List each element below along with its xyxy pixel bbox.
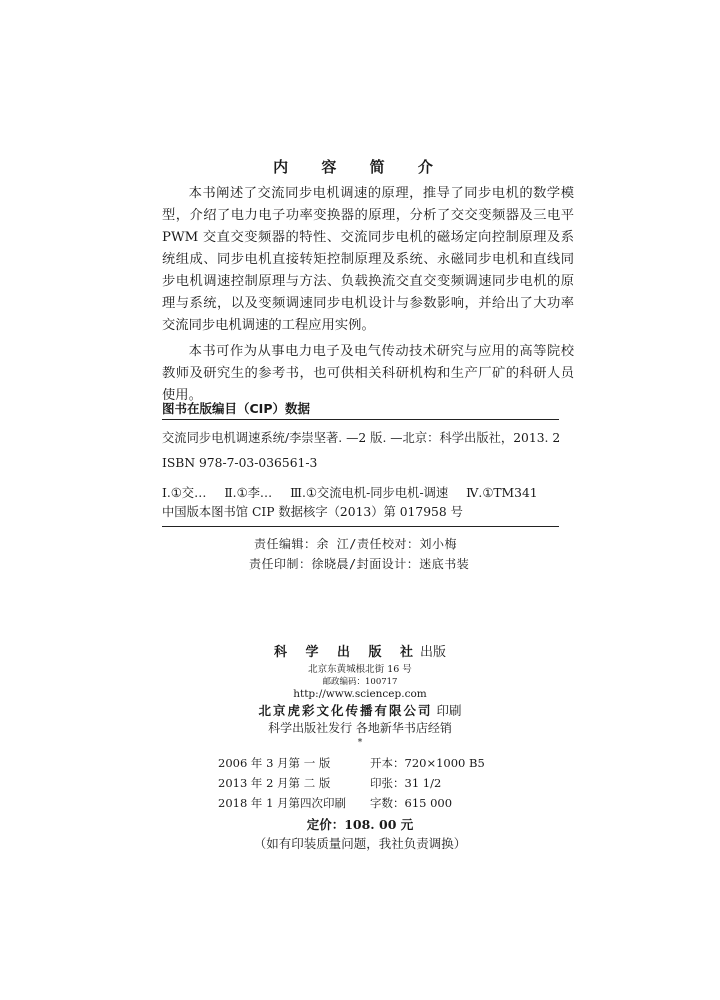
cip-bottom-rule <box>162 526 559 527</box>
printer-name-suffix: 印刷 <box>436 703 462 718</box>
cip-class-1: Ⅰ.①交… <box>162 486 207 500</box>
printer-name-text: 北京虎彩文化传播有限公司 <box>258 703 433 718</box>
cip-classification <box>162 483 552 501</box>
edition-row-1 <box>218 755 485 771</box>
cip-class-2: Ⅱ.①李… <box>224 486 273 500</box>
printer-name <box>0 701 720 719</box>
publisher-name-text: 科 学 出 版 社 <box>273 645 421 660</box>
edition-info-1: 开本：720×1000 B5 <box>370 756 485 770</box>
edition-row-2 <box>218 775 441 791</box>
publisher-address: 北京东黄城根北街 16 号 <box>308 664 412 675</box>
edition-date-2: 2013 年 2 月第 二 版 <box>218 776 331 790</box>
cip-class-3: Ⅲ.①交流电机-同步电机-调速 <box>290 486 449 500</box>
cip-class-4: Ⅳ.①TM341 <box>466 486 538 500</box>
publisher-name <box>0 641 720 660</box>
intro-title: 内 容 简 介 <box>273 158 447 176</box>
cip-isbn: ISBN 978-7-03-036561-3 <box>162 456 318 470</box>
cip-heading: 图书在版编目（CIP）数据 <box>162 401 310 416</box>
publisher-website: http://www.sciencep.com <box>293 688 427 700</box>
intro-paragraph-2: 本书可作为从事电力电子及电气传动技术研究与应用的高等院校教师及研究生的参考书，也可供相关科研机构和生产厂矿的科研人员使用。 <box>162 344 574 403</box>
edition-info-2: 印张：31 1/2 <box>370 776 442 790</box>
publisher-postal-code: 邮政编码：100717 <box>322 677 398 687</box>
cip-catalog-line: 交流同步电机调速系统/李崇坚著. —2 版. —北京：科学出版社，2013. 2 <box>162 431 561 445</box>
cip-top-rule <box>162 419 559 420</box>
publisher-name-suffix: 出版 <box>420 645 447 660</box>
edition-row-3 <box>218 795 452 811</box>
distribution-line: 科学出版社发行 各地新华书店经销 <box>268 721 452 735</box>
quality-notice: （如有印装质量问题，我社负责调换） <box>253 836 467 851</box>
editor-credits: 责任编辑：余 江/责任校对：刘小梅 <box>254 537 457 551</box>
production-credits: 责任印制：徐晓晨/封面设计：迷底书装 <box>249 557 470 571</box>
edition-date-3: 2018 年 1 月第四次印刷 <box>218 796 347 810</box>
edition-info-3: 字数：615 000 <box>370 796 453 810</box>
intro-paragraph-1: 本书阐述了交流同步电机调速的原理，推导了同步电机的数学模型，介绍了电力电子功率变换器的原理，分析了交交变频器及三电平 PWM 交直交变频器的特性、交流同步电机的磁场定向控制原理及系统组成、同步电机直接转矩控制原理及系统、永磁同步电机和直线同步电机调速控制原理与方法、负载换流交直交变频调速同步电机的原理与系统，以及变频调速同步电机设计与参数影响，并给出了大功率交流同步电机调速的工程应用实例。 <box>162 186 574 333</box>
cip-approval-number: 中国版本图书馆 CIP 数据核字（2013）第 017958 号 <box>162 505 463 519</box>
intro-body <box>162 183 574 411</box>
edition-date-1: 2006 年 3 月第 一 版 <box>218 756 331 770</box>
separator-star: * <box>357 738 363 748</box>
price: 定价：108. 00 元 <box>306 817 414 832</box>
